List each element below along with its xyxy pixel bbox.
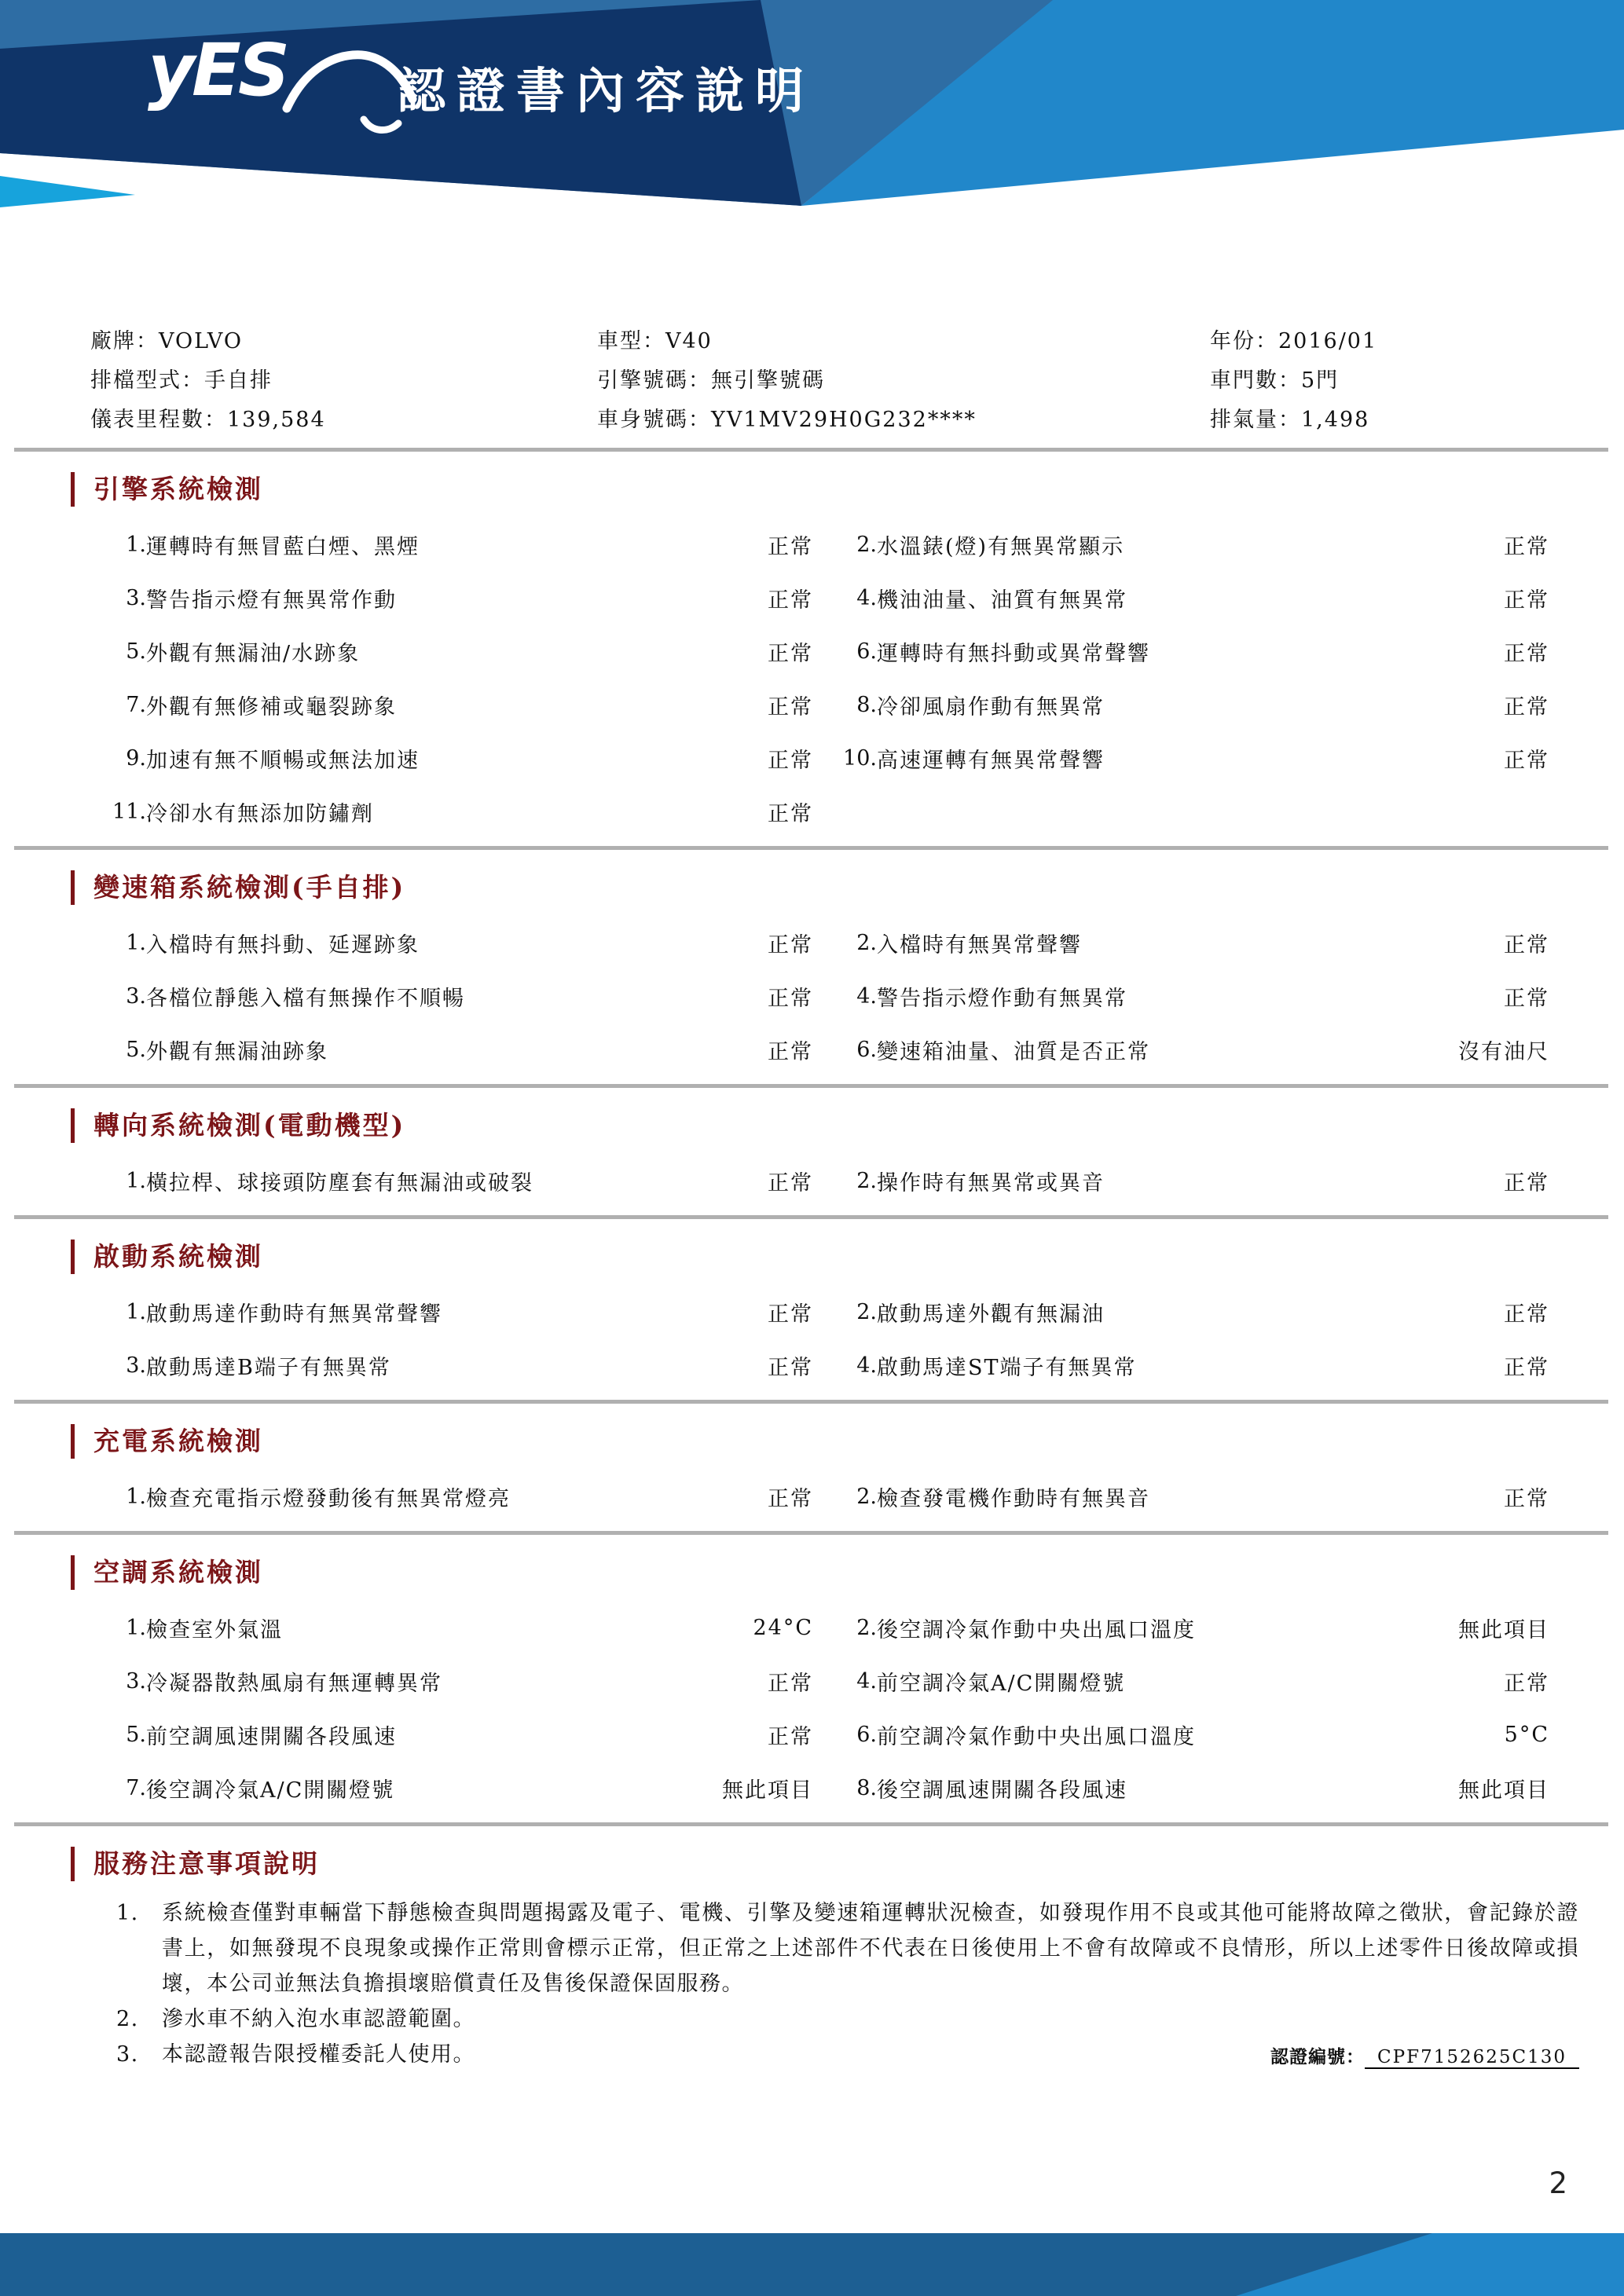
item-number: 8.	[856, 1775, 877, 1800]
check-item	[102, 785, 813, 838]
section-items	[0, 518, 1624, 838]
inspection-section	[0, 870, 1624, 1088]
section-title: 變速箱系統檢測(手自排)	[93, 872, 406, 903]
check-item-row	[0, 1285, 1624, 1338]
check-item-row	[0, 916, 1624, 969]
info-label: 車身號碼：	[597, 408, 711, 432]
item-text: 冷凝器散熱風扇有無運轉異常	[146, 1671, 442, 1696]
check-item	[833, 1654, 1549, 1708]
info-value: 2016/01	[1278, 329, 1378, 353]
note-text: 本認證報告限授權委託人使用。	[162, 2042, 475, 2067]
section-title-bar	[71, 870, 75, 905]
inspection-section	[0, 1108, 1624, 1219]
inspection-section	[0, 1555, 1624, 1826]
item-result: 正常	[768, 534, 813, 559]
item-number: 3.	[126, 585, 146, 610]
section-title-bar	[71, 472, 75, 507]
item-result: 沒有油尺	[1458, 1039, 1549, 1064]
item-result: 正常	[1504, 694, 1549, 720]
note-text: 滲水車不納入泡水車認證範圍。	[162, 2007, 475, 2031]
item-number: 3.	[126, 983, 146, 1009]
item-result: 正常	[768, 748, 813, 773]
section-title-bar	[71, 1424, 75, 1459]
item-number: 3.	[126, 1668, 146, 1694]
item-text: 後空調冷氣作動中央出風口溫度	[877, 1617, 1196, 1642]
item-text: 外觀有無漏油跡象	[146, 1039, 328, 1064]
check-item	[102, 1285, 813, 1338]
item-number: 8.	[856, 692, 877, 717]
check-item	[833, 1470, 1549, 1523]
vehicle-info-cell	[597, 361, 1210, 401]
check-item	[833, 916, 1549, 969]
check-item-row	[0, 1470, 1624, 1523]
item-number: 1.	[126, 1615, 146, 1640]
vehicle-info-cell	[90, 401, 597, 440]
vehicle-info-cell	[597, 322, 1210, 361]
item-number: 5.	[126, 1722, 146, 1747]
check-item-row	[0, 1761, 1624, 1814]
section-items	[0, 916, 1624, 1076]
section-title-bar	[71, 1847, 75, 1881]
note-number: 2.	[116, 2007, 139, 2031]
section-title-row	[71, 1424, 1624, 1459]
section-items	[0, 1285, 1624, 1392]
item-result: 5°C	[1504, 1722, 1549, 1747]
item-text: 運轉時有無冒藍白煙、黑煙	[146, 534, 420, 559]
item-result: 正常	[1504, 932, 1549, 958]
check-item	[102, 1338, 813, 1392]
check-item	[833, 1023, 1549, 1076]
service-notes-list	[0, 1895, 1624, 2072]
item-text: 機油油量、油質有無異常	[877, 588, 1127, 613]
item-result: 正常	[768, 694, 813, 720]
item-number: 6.	[856, 639, 877, 664]
item-number: 1.	[126, 1299, 146, 1324]
section-title-bar	[71, 1108, 75, 1143]
info-value: V40	[665, 329, 713, 353]
service-notes-title: 服務注意事項說明	[93, 1848, 320, 1879]
check-item	[102, 678, 813, 731]
page-number: 2	[1549, 2166, 1567, 2200]
item-text: 前空調風速開關各段風速	[146, 1724, 397, 1749]
item-text: 入檔時有無異常聲響	[877, 932, 1082, 958]
item-result: 正常	[1504, 748, 1549, 773]
item-number: 2.	[856, 1615, 877, 1640]
check-item-row	[0, 1154, 1624, 1207]
item-text: 各檔位靜態入檔有無操作不順暢	[146, 986, 465, 1011]
divider-line	[14, 1215, 1608, 1219]
item-number: 3.	[126, 1353, 146, 1378]
service-note	[0, 2037, 1624, 2072]
divider-line	[14, 1400, 1608, 1404]
divider-line	[14, 1822, 1608, 1826]
note-number: 1.	[116, 1901, 139, 1925]
item-result: 正常	[768, 588, 813, 613]
info-label: 廠牌：	[90, 329, 159, 353]
item-number: 1.	[126, 1168, 146, 1193]
item-number: 7.	[126, 692, 146, 717]
inspection-section	[0, 1424, 1624, 1535]
divider-line	[14, 448, 1608, 452]
check-item	[102, 731, 813, 785]
item-result: 正常	[768, 986, 813, 1011]
item-text: 水溫錶(燈)有無異常顯示	[877, 534, 1125, 559]
section-items	[0, 1601, 1624, 1814]
vehicle-info-cell	[90, 361, 597, 401]
check-item	[102, 518, 813, 571]
yes-logo-text: yES	[148, 28, 288, 112]
header-banner	[0, 0, 1624, 259]
info-label: 年份：	[1210, 329, 1278, 353]
check-item	[833, 731, 1549, 785]
check-item	[833, 1338, 1549, 1392]
item-text: 操作時有無異常或異音	[877, 1170, 1105, 1196]
section-title-row	[71, 870, 1624, 905]
check-item	[833, 1285, 1549, 1338]
item-text: 啟動馬達外觀有無漏油	[877, 1302, 1105, 1327]
item-result: 正常	[768, 641, 813, 666]
check-item-row	[0, 731, 1624, 785]
vehicle-info-row	[0, 322, 1624, 361]
item-number: 1.	[126, 1484, 146, 1509]
item-text: 外觀有無修補或龜裂跡象	[146, 694, 397, 720]
vehicle-info-cell	[90, 322, 597, 361]
check-item	[102, 1654, 813, 1708]
divider-line	[14, 1084, 1608, 1088]
vehicle-info-row	[0, 361, 1624, 401]
section-title-bar	[71, 1240, 75, 1274]
item-result: 正常	[1504, 1302, 1549, 1327]
info-value: 手自排	[204, 368, 273, 393]
check-item	[102, 969, 813, 1023]
item-text: 啟動馬達ST端子有無異常	[877, 1355, 1137, 1380]
item-result: 正常	[1504, 1355, 1549, 1380]
item-number: 2.	[856, 1168, 877, 1193]
item-text: 啟動馬達B端子有無異常	[146, 1355, 391, 1380]
item-number: 9.	[126, 745, 146, 771]
item-number: 2.	[856, 930, 877, 955]
page-title: 認證書內容說明	[397, 62, 816, 119]
item-result: 正常	[768, 1671, 813, 1696]
item-result: 正常	[1504, 986, 1549, 1011]
check-item	[833, 1761, 1549, 1814]
item-result: 正常	[768, 1486, 813, 1511]
item-text: 前空調冷氣A/C開關燈號	[877, 1671, 1126, 1696]
item-number: 2.	[856, 1484, 877, 1509]
check-item	[102, 571, 813, 624]
info-label: 排檔型式：	[90, 368, 204, 393]
footer-banner	[0, 2233, 1624, 2296]
check-item	[102, 1154, 813, 1207]
item-text: 檢查室外氣溫	[146, 1617, 283, 1642]
item-text: 檢查充電指示燈發動後有無異常燈亮	[146, 1486, 511, 1511]
item-number: 6.	[856, 1037, 877, 1062]
section-title: 充電系統檢測	[93, 1426, 263, 1456]
item-text: 變速箱油量、油質是否正常	[877, 1039, 1150, 1064]
check-item-row	[0, 518, 1624, 571]
item-result: 正常	[1504, 1486, 1549, 1511]
info-value: 139,584	[227, 408, 326, 432]
vehicle-info-cell	[1210, 401, 1624, 440]
item-number: 4.	[856, 983, 877, 1009]
item-text: 高速運轉有無異常聲響	[877, 748, 1105, 773]
check-item-row	[0, 969, 1624, 1023]
inspection-sections	[0, 472, 1624, 1826]
check-item	[833, 571, 1549, 624]
item-result: 正常	[768, 1170, 813, 1196]
item-number: 1.	[126, 930, 146, 955]
item-text: 檢查發電機作動時有無異音	[877, 1486, 1150, 1511]
check-item-row	[0, 1708, 1624, 1761]
item-number: 4.	[856, 585, 877, 610]
item-result: 正常	[1504, 588, 1549, 613]
check-item-row	[0, 678, 1624, 731]
check-item	[833, 1154, 1549, 1207]
check-item	[102, 1761, 813, 1814]
vehicle-info-cell	[1210, 322, 1624, 361]
item-text: 冷卻風扇作動有無異常	[877, 694, 1105, 720]
check-item	[833, 518, 1549, 571]
section-title: 引擎系統檢測	[93, 474, 263, 504]
vehicle-info-cell	[597, 401, 1210, 440]
item-result: 正常	[1504, 1170, 1549, 1196]
item-number: 2.	[856, 1299, 877, 1324]
check-item	[833, 969, 1549, 1023]
info-label: 車門數：	[1210, 368, 1301, 393]
item-number: 4.	[856, 1668, 877, 1694]
item-result: 正常	[768, 1302, 813, 1327]
check-item-row	[0, 1338, 1624, 1392]
note-number: 3.	[116, 2042, 139, 2067]
item-result: 無此項目	[1458, 1778, 1549, 1803]
item-number: 6.	[856, 1722, 877, 1747]
item-result: 正常	[768, 1355, 813, 1380]
inspection-section	[0, 1240, 1624, 1404]
certificate-number	[1270, 2044, 1579, 2071]
check-item-row	[0, 624, 1624, 678]
divider-line	[14, 846, 1608, 850]
item-result: 正常	[768, 1724, 813, 1749]
item-result: 24°C	[753, 1615, 813, 1640]
item-number: 5.	[126, 1037, 146, 1062]
check-item-row	[0, 1023, 1624, 1076]
item-text: 冷卻水有無添加防鏽劑	[146, 801, 374, 826]
item-result: 正常	[768, 801, 813, 826]
inspection-section	[0, 472, 1624, 850]
check-item-row	[0, 1654, 1624, 1708]
item-text: 運轉時有無抖動或異常聲響	[877, 641, 1150, 666]
item-text: 前空調冷氣作動中央出風口溫度	[877, 1724, 1196, 1749]
footer-dark-blue-triangle	[0, 2233, 1624, 2296]
info-value: YV1MV29H0G232****	[711, 408, 977, 432]
item-result: 無此項目	[1458, 1617, 1549, 1642]
item-text: 外觀有無漏油/水跡象	[146, 641, 361, 666]
item-result: 正常	[768, 932, 813, 958]
info-value: 1,498	[1301, 408, 1370, 432]
item-number: 11.	[112, 799, 146, 824]
info-label: 車型：	[597, 329, 665, 353]
section-title: 啟動系統檢測	[93, 1241, 263, 1272]
section-title-row	[71, 1108, 1624, 1143]
item-text: 加速有無不順暢或無法加速	[146, 748, 420, 773]
section-title-row	[71, 1555, 1624, 1590]
vehicle-info-cell	[1210, 361, 1624, 401]
section-title-row	[71, 472, 1624, 507]
item-number: 2.	[856, 532, 877, 557]
info-value: VOLVO	[159, 329, 244, 353]
item-result: 正常	[1504, 1671, 1549, 1696]
item-number: 7.	[126, 1775, 146, 1800]
check-item	[833, 1708, 1549, 1761]
item-result: 正常	[1504, 641, 1549, 666]
item-text: 警告指示燈作動有無異常	[877, 986, 1127, 1011]
check-item-row	[0, 785, 1624, 838]
item-text: 入檔時有無抖動、延遲跡象	[146, 932, 420, 958]
check-item	[102, 1023, 813, 1076]
item-number: 5.	[126, 639, 146, 664]
info-label: 排氣量：	[1210, 408, 1301, 432]
item-number: 4.	[856, 1353, 877, 1378]
check-item	[833, 785, 1549, 838]
item-text: 啟動馬達作動時有無異常聲響	[146, 1302, 442, 1327]
vehicle-info	[0, 322, 1624, 440]
section-title: 轉向系統檢測(電動機型)	[93, 1110, 406, 1141]
info-label: 儀表里程數：	[90, 408, 227, 432]
check-item-row	[0, 1601, 1624, 1654]
section-title: 空調系統檢測	[93, 1557, 263, 1587]
check-item	[102, 1708, 813, 1761]
section-items	[0, 1154, 1624, 1207]
service-notes	[0, 1847, 1624, 2072]
info-label: 引擎號碼：	[597, 368, 711, 393]
item-number: 10.	[843, 745, 877, 771]
service-notes-title-row	[71, 1847, 1624, 1881]
check-item-row	[0, 571, 1624, 624]
check-item	[102, 1470, 813, 1523]
yes-logo	[148, 28, 423, 137]
item-result: 正常	[768, 1039, 813, 1064]
certificate-number-value: CPF7152625C130	[1365, 2047, 1579, 2069]
section-title-row	[71, 1240, 1624, 1274]
check-item	[102, 916, 813, 969]
service-note	[0, 2001, 1624, 2037]
item-text: 後空調風速開關各段風速	[877, 1778, 1127, 1803]
check-item	[833, 1601, 1549, 1654]
note-text: 系統檢查僅對車輛當下靜態檢查與問題揭露及電子、電機、引擎及變速箱運轉狀況檢查，如發現作用不良或其他可能將故障之徵狀，會記錄於證書上，如無發現不良現象或操作正常則會標示正常，但正常之上述部件不代表在日後使用上不會有故障或不良情形，所以上述零件日後故障或損壞，本公司並無法負擔損壞賠償責任及售後保證保固服務。	[162, 1901, 1579, 1996]
certificate-number-label: 認證編號：	[1270, 2046, 1366, 2067]
vehicle-info-row	[0, 401, 1624, 440]
item-result: 無此項目	[722, 1778, 813, 1803]
check-item	[102, 1601, 813, 1654]
info-value: 無引擎號碼	[711, 368, 825, 393]
service-note	[0, 1895, 1624, 2001]
item-result: 正常	[1504, 534, 1549, 559]
divider-line	[14, 1531, 1608, 1535]
item-text: 後空調冷氣A/C開關燈號	[146, 1778, 395, 1803]
item-text: 警告指示燈有無異常作動	[146, 588, 397, 613]
item-number: 1.	[126, 532, 146, 557]
section-title-bar	[71, 1555, 75, 1590]
check-item	[833, 678, 1549, 731]
item-text: 橫拉桿、球接頭防塵套有無漏油或破裂	[146, 1170, 533, 1196]
section-items	[0, 1470, 1624, 1523]
check-item	[833, 624, 1549, 678]
check-item	[102, 624, 813, 678]
info-value: 5門	[1301, 368, 1340, 393]
